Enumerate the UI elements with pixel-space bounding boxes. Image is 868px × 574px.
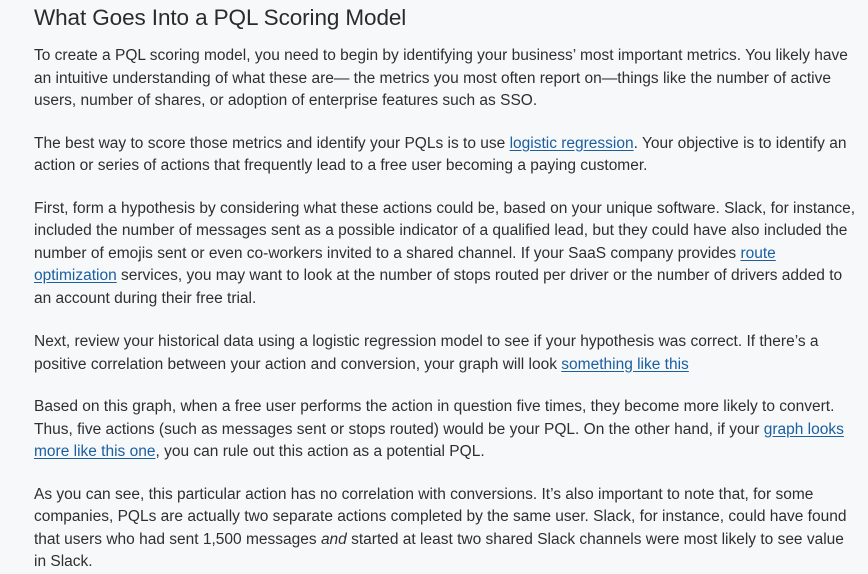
paragraph-historical-data xyxy=(34,331,860,376)
paragraph-graph-analysis xyxy=(34,396,860,464)
route-optimization-link[interactable]: route optimization xyxy=(34,244,776,284)
paragraph-correlation xyxy=(34,484,860,574)
paragraph-text: The best way to score those metrics and identify your PQLs is to use xyxy=(34,134,510,152)
article xyxy=(34,0,860,574)
article-title: What Goes Into a PQL Scoring Model xyxy=(34,5,407,30)
paragraph-metrics xyxy=(34,45,860,113)
something-like-this-link[interactable]: something like this xyxy=(561,355,689,373)
graph-looks-link[interactable]: graph looks more like this one xyxy=(34,420,844,460)
paragraph-text: To create a PQL scoring model, you need to begin by identifying your business’ most important metrics. You likely have an intuitive understanding of what these are— the metrics you most often report on—things like the number of active users, number of shares, or adoption of enterprise features such as SSO. xyxy=(34,47,848,109)
paragraph-text: services, you may want to look at the number of stops routed per driver or the number of drivers added to an account during their free trial. xyxy=(34,267,843,307)
paragraph-text: Next, review your historical data using a logistic regression model to see if your hypothesis was correct. If there’s a positive correlation between your action and conversion, your graph will look xyxy=(34,333,819,373)
paragraph-hypothesis xyxy=(34,198,860,311)
logistic-regression-link[interactable]: logistic regression xyxy=(509,134,634,152)
paragraph-text: First, form a hypothesis by considering what these actions could be, based on your unique software. Slack, for instance, included the number of messages sent as a possible indicator of a qualified lead, but they could have also included the number of emojis sent or even co-workers invited to a shared channel. If your SaaS company provides xyxy=(34,199,856,262)
paragraph-text: Based on this graph, when a free user performs the action in question five times, they become more likely to convert. Thus, five actions (such as messages sent or stops routed) would be your PQL. On the other hand, if your xyxy=(34,398,835,438)
paragraph-text: As you can see, this particular action has no correlation with conversions. It’s also important to note that, for some companies, PQLs are actually two separate actions completed by the same user. Slack, for instance, could have found that users who had sent 1,500 messages xyxy=(34,485,847,548)
paragraph-text: , you can rule out this action as a potential PQL. xyxy=(155,443,485,460)
emphasis-text: and xyxy=(320,530,347,548)
paragraph-logistic-regression xyxy=(34,133,860,178)
paragraph-text: . Your objective is to identify an action or series of actions that frequently lead to a free user becoming a paying customer. xyxy=(34,134,847,174)
paragraph-text: started at least two shared Slack channels were most likely to see value in Slack. xyxy=(34,530,844,570)
